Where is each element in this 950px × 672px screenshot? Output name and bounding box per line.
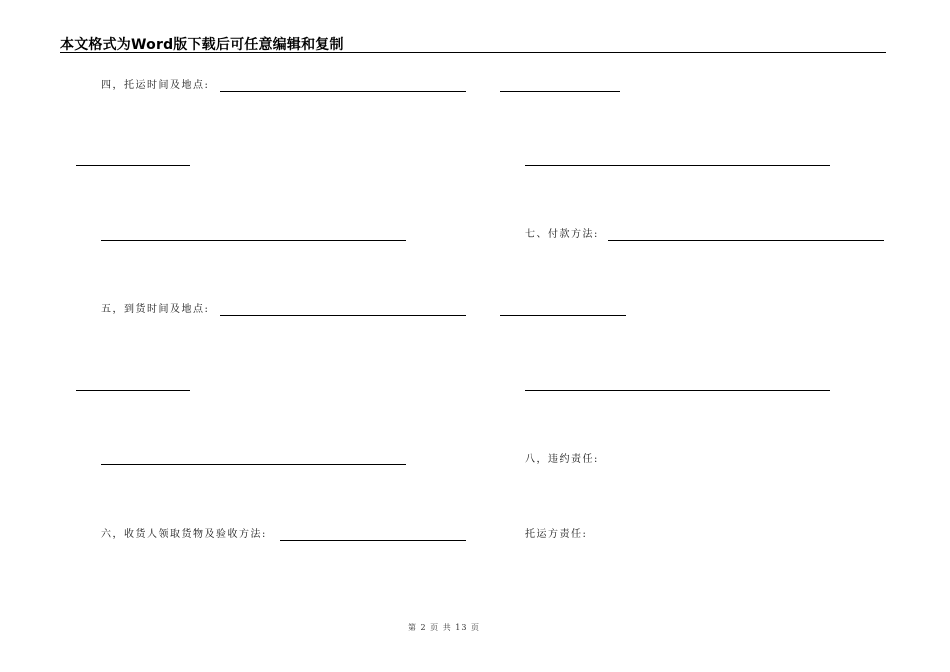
section-4-blank-line-3[interactable] [101,240,406,241]
right-blank-line-4[interactable] [525,390,830,391]
section-4-blank-line[interactable] [220,91,466,92]
right-blank-line-2[interactable] [525,165,830,166]
page-number: 第 2 页 共 13 页 [408,623,480,632]
document-header-title: 本文格式为Word版下载后可任意编辑和复制 [60,37,344,53]
section-5-blank-line-2[interactable] [76,390,190,391]
right-blank-line-3[interactable] [500,315,626,316]
section-5-label: 五，到货时间及地点: [101,304,210,315]
section-5-blank-line-3[interactable] [101,464,406,465]
section-7-label: 七、付款方法: [525,229,599,240]
section-4-blank-line-2[interactable] [76,165,190,166]
header-divider [60,52,886,53]
section-5-blank-line[interactable] [220,315,466,316]
carrier-responsibility-label: 托运方责任: [525,529,588,540]
section-7-blank-line[interactable] [608,240,884,241]
right-blank-line-1[interactable] [500,91,620,92]
section-8-label: 八，违约责任: [525,454,599,465]
section-4-label: 四，托运时间及地点: [101,80,210,91]
section-6-label: 六，收货人领取货物及验收方法: [101,529,267,540]
section-6-blank-line[interactable] [280,540,466,541]
